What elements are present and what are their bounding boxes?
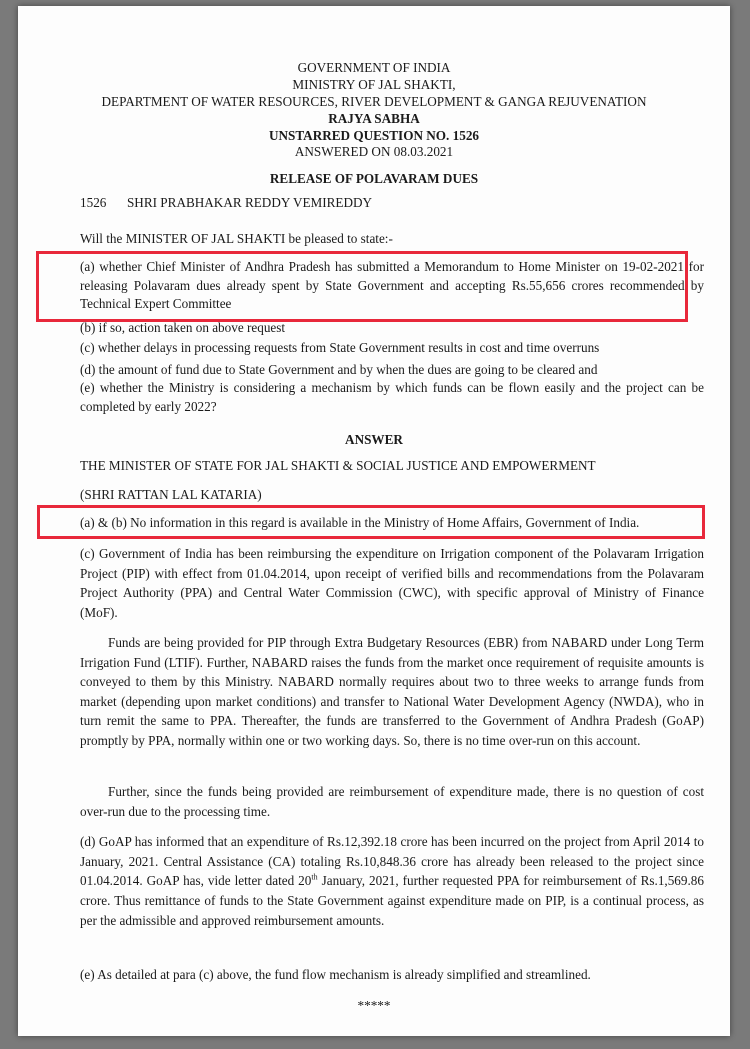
- question-member-line: [80, 194, 704, 213]
- question-part-d: (d) the amount of fund due to State Government and by when the dues are going to be cleared and: [80, 362, 598, 377]
- answer-minister-name: (SHRI RATTAN LAL KATARIA): [80, 487, 262, 502]
- answer-part-c: (c) Government of India has been reimbursing the expenditure on Irrigation component of the Polavaram Irrigation Project (PIP) with effect from 01.04.2014, upon receipt of verified bills and recommendations from the Polavaram Project Authority (PPA) and Central Water Commission (CWC), with specific approval of Ministry of Finance (MoF).: [80, 546, 704, 620]
- question-number: 1526: [80, 195, 107, 210]
- answer-part-d-text2: January, 2021, further requested PPA for reimbursement of Rs.1,569.86 crore. Thus remittance of funds to the State Government against expenditure made on PIP, is a continual process, as per the admissible and approved reimbursement amounts.: [80, 873, 704, 928]
- header-government: GOVERNMENT OF INDIA: [297, 60, 451, 75]
- header-answered-on: ANSWERED ON 08.03.2021: [294, 144, 454, 159]
- answer-part-d-text1: (d) GoAP has informed that an expenditure of Rs.12,392.18 crore has been incurred on the project from April 2014 to January, 2021. Central Assistance (CA) totaling Rs.10,848.36 crore has already been released to the project since 01.04.2014. GoAP has, vide letter dated 20: [80, 834, 704, 889]
- answer-part-ab: (a) & (b) No information in this regard is available in the Ministry of Home Affairs, Government of India.: [80, 515, 640, 530]
- document-title: RELEASE OF POLAVARAM DUES: [269, 171, 479, 186]
- answer-heading: ANSWER: [345, 432, 403, 447]
- question-part-e: (e) whether the Ministry is considering a mechanism by which funds can be flown easily and the project can be completed by early 2022?: [80, 380, 704, 414]
- header-question-number: UNSTARRED QUESTION NO. 1526: [268, 128, 480, 143]
- highlight-box-question-a: [36, 251, 688, 322]
- question-part-a: (a) whether Chief Minister of Andhra Pradesh has submitted a Memorandum to Home Minister on 19-02-2021 for releasing Polavaram dues already spent by State Government and accepting Rs.55,656 crores recommended by Technical Expert Committee: [80, 259, 704, 312]
- document-page: [18, 6, 730, 1036]
- answer-part-c-para3: Further, since the funds being provided are reimbursement of expenditure made, there is no question of cost over-run due to the processing time.: [80, 784, 704, 819]
- header-ministry: MINISTRY OF JAL SHAKTI,: [292, 77, 456, 92]
- answer-part-e: (e) As detailed at para (c) above, the fund flow mechanism is already simplified and streamlined.: [80, 967, 591, 982]
- end-mark: *****: [357, 998, 391, 1013]
- header-house: RAJYA SABHA: [328, 111, 420, 126]
- answer-part-d-superscript: th: [311, 873, 318, 883]
- answer-part-c-para2: Funds are being provided for PIP through Extra Budgetary Resources (EBR) from NABARD under Long Term Irrigation Fund (LTIF). Further, NABARD raises the funds from the market once requirement of requisite amounts is conveyed to them by this Ministry. NABARD normally requires about two to three weeks to arrange funds from market (depending upon market conditions) and transfer to National Water Development Agency (NWDA), who in turn remit the same to PPA. Thereafter, the funds are transferred to the Government of Andhra Pradesh (GoAP) promptly by PPA, normally within one or two working days. So, there is no time over-run on this account.: [80, 635, 704, 748]
- question-part-c: (c) whether delays in processing requests from State Government results in cost and time overruns: [80, 340, 600, 355]
- question-intro: Will the MINISTER OF JAL SHAKTI be pleased to state:-: [80, 231, 393, 246]
- header-department: DEPARTMENT OF WATER RESOURCES, RIVER DEVELOPMENT & GANGA REJUVENATION: [101, 94, 647, 109]
- question-member: SHRI PRABHAKAR REDDY VEMIREDDY: [126, 195, 373, 210]
- question-part-b: (b) if so, action taken on above request: [80, 320, 286, 335]
- answer-minister: THE MINISTER OF STATE FOR JAL SHAKTI & SOCIAL JUSTICE AND EMPOWERMENT: [80, 458, 596, 473]
- highlight-box-answer-ab: [37, 505, 705, 539]
- answer-part-d: [80, 832, 704, 931]
